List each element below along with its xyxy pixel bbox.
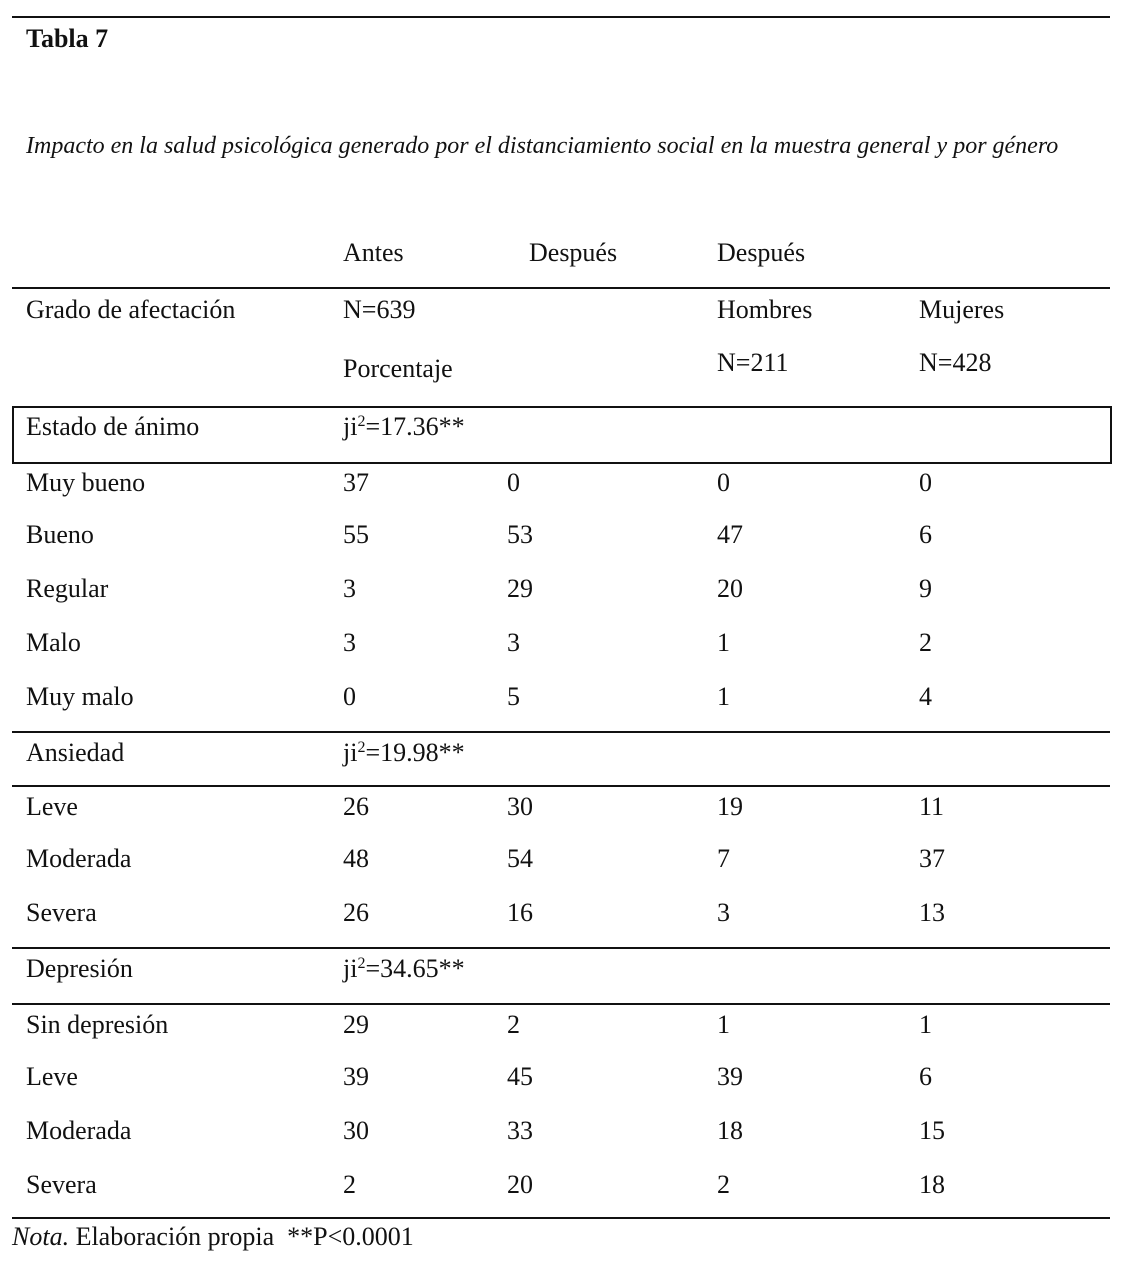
table-cell: 30 xyxy=(507,792,533,821)
table-cell: 39 xyxy=(717,1062,743,1091)
header-row-label: Grado de afectación xyxy=(26,295,236,324)
table-row-label: Bueno xyxy=(26,520,94,549)
table-cell: 11 xyxy=(919,792,945,821)
table-row-label: Sin depresión xyxy=(26,1010,169,1039)
header-rule xyxy=(12,287,1110,289)
table-row-label: Severa xyxy=(26,898,97,927)
table-cell: 18 xyxy=(919,1170,945,1199)
table-cell: 0 xyxy=(507,468,520,497)
table-row-label: Regular xyxy=(26,574,109,603)
header-hombres: Hombres xyxy=(717,295,813,324)
header-despues-2: Después xyxy=(717,238,806,267)
table-cell: 48 xyxy=(343,844,369,873)
section-stat: $ji^2=19.98**$ xyxy=(343,738,465,767)
table-cell: 37 xyxy=(343,468,369,497)
table-title: Tabla 7 xyxy=(26,24,109,53)
table-cell: 2 xyxy=(919,628,932,657)
table-cell: 6 xyxy=(919,1062,932,1091)
table-cell: 29 xyxy=(507,574,533,603)
table-row-label: Severa xyxy=(26,1170,97,1199)
table-cell: 2 xyxy=(507,1010,520,1039)
header-n-hombres: N=211 xyxy=(717,348,789,377)
table-row-label: Leve xyxy=(26,792,78,821)
table-row-label: Moderada xyxy=(26,1116,132,1145)
table-cell: 3 xyxy=(507,628,520,657)
table-cell: 3 xyxy=(717,898,730,927)
table-cell: 0 xyxy=(717,468,730,497)
section-stat: $ji^2=34.65**$ xyxy=(343,954,465,983)
note-text: Elaboración propia **P<0.0001 xyxy=(69,1222,414,1251)
table-cell: 37 xyxy=(919,844,945,873)
table-cell: 55 xyxy=(343,520,369,549)
table-cell: 20 xyxy=(507,1170,533,1199)
section-rule xyxy=(12,947,1110,949)
table-cell: 13 xyxy=(919,898,945,927)
header-mujeres: Mujeres xyxy=(919,295,1005,324)
bottom-rule xyxy=(12,1217,1110,1219)
table-cell: 3 xyxy=(343,574,356,603)
table-row-label: Muy bueno xyxy=(26,468,146,497)
header-despues-1: Después xyxy=(529,238,618,267)
header-antes: Antes xyxy=(343,238,404,267)
section-rule xyxy=(12,1003,1110,1005)
table-cell: 7 xyxy=(717,844,730,873)
table-cell: 0 xyxy=(343,682,356,711)
section-title: Depresión xyxy=(26,954,133,983)
table-cell: 4 xyxy=(919,682,932,711)
table-cell: 16 xyxy=(507,898,533,927)
table-cell: 30 xyxy=(343,1116,369,1145)
table-cell: 9 xyxy=(919,574,932,603)
table-row-label: Moderada xyxy=(26,844,132,873)
section-rule xyxy=(12,785,1110,787)
note-label: Nota. xyxy=(12,1222,70,1251)
table-cell: 0 xyxy=(919,468,932,497)
table-row-label: Muy malo xyxy=(26,682,134,711)
top-rule xyxy=(12,16,1110,18)
table-cell: 2 xyxy=(343,1170,356,1199)
table-cell: 33 xyxy=(507,1116,533,1145)
header-porcentaje: Porcentaje xyxy=(343,354,453,383)
table-cell: 18 xyxy=(717,1116,743,1145)
section-rule xyxy=(12,731,1110,733)
table-cell: 20 xyxy=(717,574,743,603)
table-cell: 2 xyxy=(717,1170,730,1199)
table-cell: 1 xyxy=(717,628,730,657)
table-cell: 45 xyxy=(507,1062,533,1091)
section-title: Estado de ánimo xyxy=(26,412,200,441)
section-stat: $ji^2=17.36**$ xyxy=(343,412,465,441)
table-cell: 53 xyxy=(507,520,533,549)
table-cell: 1 xyxy=(717,682,730,711)
table-cell: 19 xyxy=(717,792,743,821)
table-note xyxy=(12,1224,414,1250)
table-cell: 39 xyxy=(343,1062,369,1091)
table-cell: 5 xyxy=(507,682,520,711)
table-cell: 6 xyxy=(919,520,932,549)
header-n-mujeres: N=428 xyxy=(919,348,992,377)
table-cell: 54 xyxy=(507,844,533,873)
table-cell: 26 xyxy=(343,792,369,821)
table-row-label: Leve xyxy=(26,1062,78,1091)
table-cell: 1 xyxy=(919,1010,932,1039)
table-cell: 1 xyxy=(717,1010,730,1039)
table-cell: 47 xyxy=(717,520,743,549)
header-n-total: N=639 xyxy=(343,295,416,324)
table-caption: Impacto en la salud psicológica generado por el distanciamiento social en la muestra general y por género xyxy=(26,133,1059,159)
table-cell: 29 xyxy=(343,1010,369,1039)
table-cell: 15 xyxy=(919,1116,945,1145)
table-cell: 26 xyxy=(343,898,369,927)
table-cell: 3 xyxy=(343,628,356,657)
table-row-label: Malo xyxy=(26,628,81,657)
section-title: Ansiedad xyxy=(26,738,125,767)
